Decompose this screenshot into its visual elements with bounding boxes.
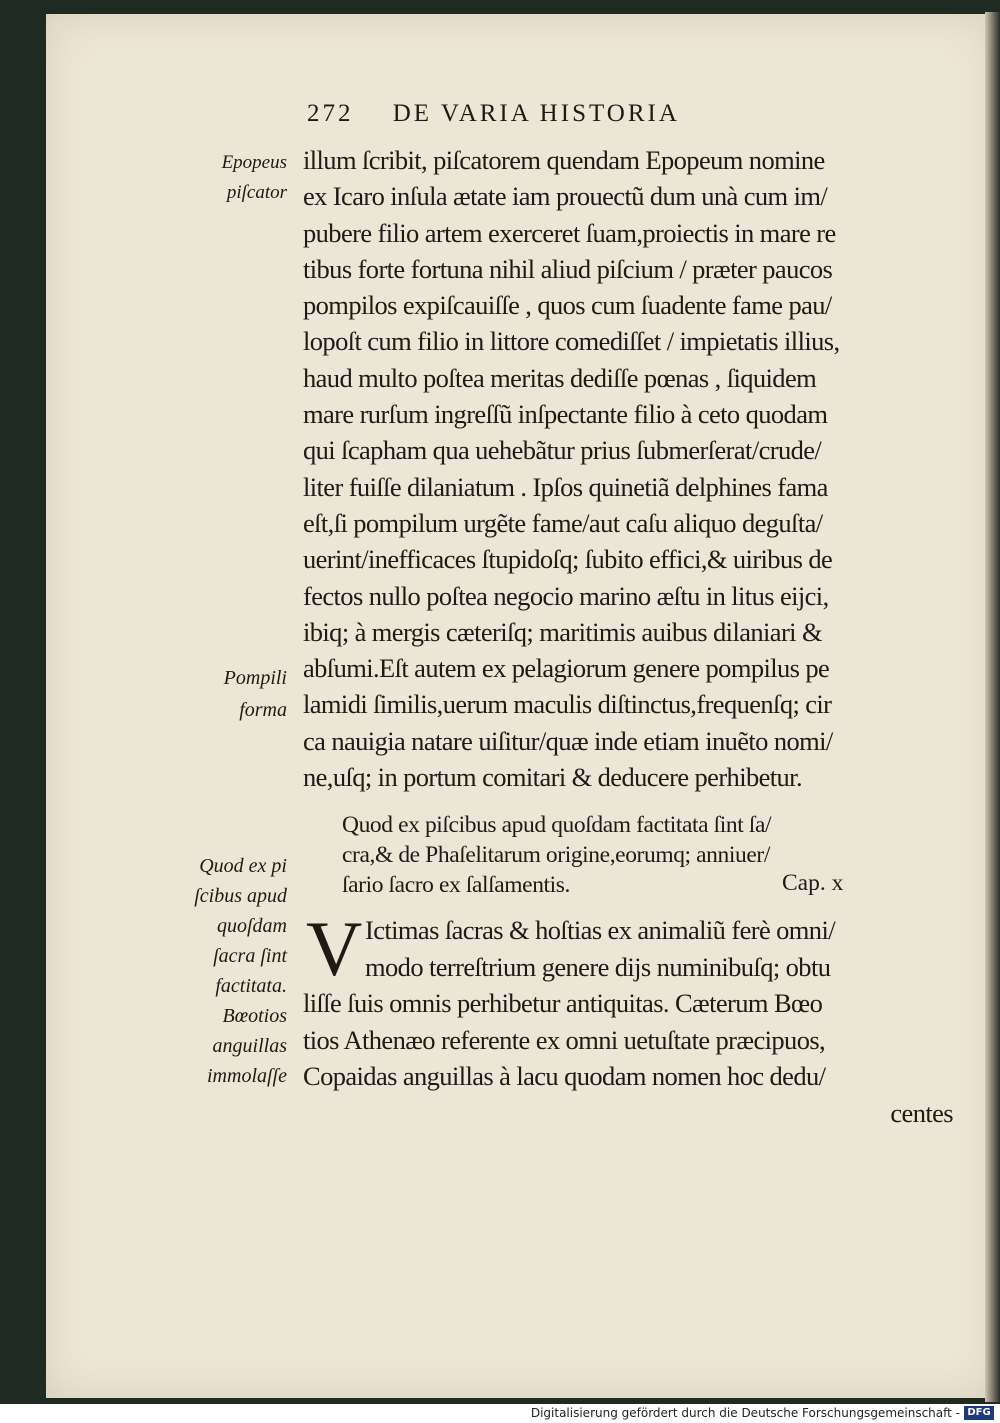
funding-credit: Digitalisierung gefördert durch die Deutsche Forschungsgemeinschaft - bbox=[530, 1406, 960, 1420]
running-title: DE VARIA HISTORIA bbox=[392, 100, 680, 127]
text-line: Ictimas ſacras & hoſtias ex animaliũ ferè omni/ bbox=[365, 915, 835, 945]
text-line: lamidi ſimilis,uerum maculis diſtinctus,frequenſq; cir bbox=[303, 689, 832, 720]
margin-note-line: ſacra ſint bbox=[213, 945, 287, 967]
footer-bar bbox=[0, 1404, 1000, 1423]
text-line: fectos nullo poſtea negocio marino æſtu in litus eijci, bbox=[303, 580, 829, 611]
margin-note-line: Quod ex pi bbox=[199, 855, 287, 877]
text-line: haud multo poſtea meritas dediſſe pœnas , ſiquidem bbox=[303, 362, 817, 393]
margin-note-line: piſcator bbox=[226, 182, 287, 203]
text-line: ex Icaro inſula ætate iam prouectũ dum unà cum im/ bbox=[303, 181, 828, 212]
page-number: 272 bbox=[307, 100, 354, 127]
margin-note-line: ſcibus apud bbox=[194, 885, 287, 907]
text-line: tios Athenæo referente ex omni uetuſtate præcipuos, bbox=[303, 1024, 826, 1055]
text-line: ne,uſq; in portum comitari & deducere perhibetur. bbox=[303, 762, 802, 793]
margin-note-line: forma bbox=[239, 699, 287, 721]
text-line: Copaidas anguillas à lacu quodam nomen hoc dedu/ bbox=[303, 1061, 826, 1092]
margin-note-line: Epopeus bbox=[221, 152, 287, 173]
text-line: liſſe ſuis omnis perhibetur antiquitas. Cæterum Bœo bbox=[303, 988, 823, 1019]
margin-note-quod bbox=[150, 851, 287, 1091]
text-line: modo terreſtrium genere dijs numinibuſq; obtu bbox=[365, 951, 831, 982]
text-line: uerint/inefficaces ſtupidoſq; ſubito effici,& uiribus de bbox=[303, 544, 833, 575]
chapter-heading-line: cra,& de Phaſelitarum origine,eorumq; anniuer/ bbox=[342, 842, 770, 868]
margin-note-line: Bœotios bbox=[222, 1005, 287, 1027]
chapter-heading bbox=[342, 810, 844, 900]
section-text bbox=[303, 905, 953, 1132]
body-text bbox=[303, 142, 840, 795]
margin-note-epopeus bbox=[150, 148, 287, 208]
text-line: illum ſcribit, piſcatorem quendam Epopeum nomine bbox=[303, 145, 825, 175]
text-line: mare rurſum ingreſſũ inſpectante filio à ceto quodam bbox=[303, 399, 828, 430]
text-line: qui ſcapham qua uehebãtur prius ſubmerſerat/crude/ bbox=[303, 435, 822, 466]
dfg-logo-icon[interactable]: DFG bbox=[964, 1406, 994, 1420]
text-line: eſt,ſi pompilum urgẽte fame/aut caſu aliquo deguſta/ bbox=[303, 507, 823, 538]
text-line: abſumi.Eſt autem ex pelagiorum genere pompilus pe bbox=[303, 653, 830, 684]
text-line: ca nauigia natare uiſitur/quæ inde etiam inuẽto nomi/ bbox=[303, 725, 833, 756]
margin-note-line: factitata. bbox=[215, 975, 287, 997]
margin-note-line: Pompili bbox=[223, 667, 287, 689]
margin-note-pompili bbox=[150, 662, 287, 726]
text-line: liter fuiſſe dilaniatum . Ipſos quinetiã delphines fama bbox=[303, 471, 828, 502]
text-line: pompilos expiſcauiſſe , quos cum ſuadente fame pau/ bbox=[303, 290, 832, 321]
running-header bbox=[307, 100, 680, 128]
text-line: lopoſt cum filio in littore comediſſet / impietatis illius, bbox=[303, 326, 840, 357]
chapter-heading-line: Quod ex piſcibus apud quoſdam factitata ſint ſa/ bbox=[342, 812, 772, 838]
text-line: ibiq; à mergis cæteriſq; maritimis auibus dilaniari & bbox=[303, 616, 822, 647]
margin-note-line: anguillas bbox=[212, 1035, 287, 1057]
chapter-number: Cap. x bbox=[782, 870, 844, 896]
margin-note-line: quoſdam bbox=[217, 915, 287, 937]
text-line: pubere filio artem exerceret ſuam,proiectis in mare re bbox=[303, 217, 836, 248]
catchword: centes bbox=[890, 1097, 953, 1128]
margin-note-line: immolaſſe bbox=[207, 1065, 287, 1087]
drop-capital: V bbox=[306, 905, 363, 992]
text-line: tibus forte fortuna nihil aliud piſcium / præter paucos bbox=[303, 253, 833, 284]
page-edge bbox=[985, 12, 1000, 1402]
chapter-heading-line: ſario ſacro ex ſalſamentis. bbox=[342, 872, 571, 898]
